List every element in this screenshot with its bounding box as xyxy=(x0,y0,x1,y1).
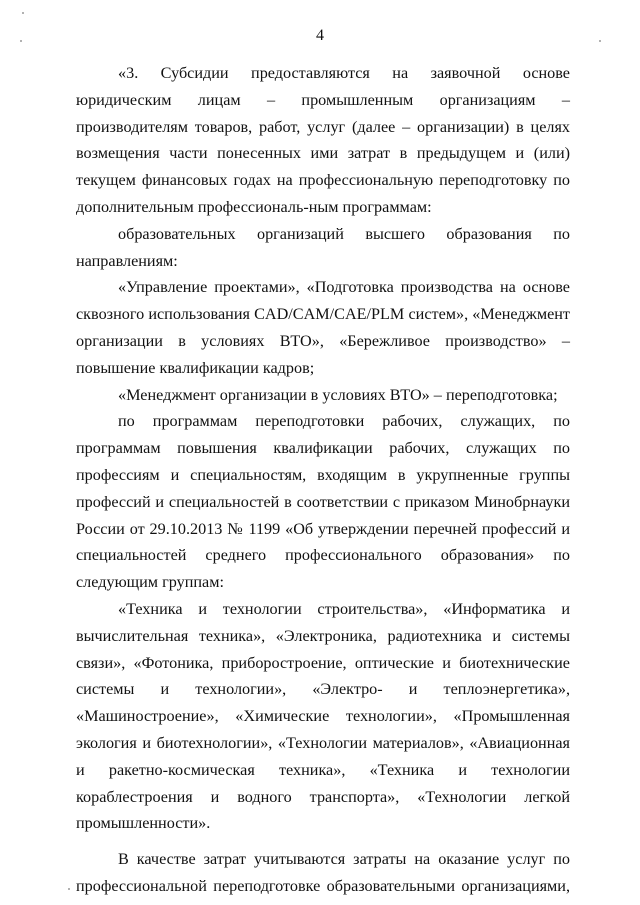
paragraph-retraining: «Менеджмент организации в условиях ВТО» – переподготовка; xyxy=(118,385,558,404)
paragraph-subsidies-intro: «3. Субсидии предоставляются на заявочной основе юридическим лицам – промышленным организациям – производителям товаров, работ, услуг (далее – организации) в целях возмещения части понесенных ими затрат в предыдущем и (или) текущем финансовых годах на профессиональную переподготовку по дополнительным профессиональ-ным программам: xyxy=(76,64,570,216)
paragraph-program-list: «Управление проектами», «Подготовка производства на основе сквозного использования CAD/CAM/CAE/PLM систем», «Менеджмент организации в условиях ВТО», «Бережливое производство» – повышение квалификации кадров; xyxy=(76,278,570,377)
page-number: 4 xyxy=(316,27,324,44)
paragraph-worker-programs: по программам переподготовки рабочих, служащих, по программам повышения квалификации рабочих, служащих по профессиям и специальностям, входящим в укрупненные группы профессий и специальностей в соответствии с приказом Минобрнауки России от 29.10.2013 № 1199 «Об утверждении перечней профессий и специальностей среднего профессионального образования» по следующим группам: xyxy=(76,412,570,592)
document-body xyxy=(76,60,570,900)
paragraph-expenses: В качестве затрат учитываются затраты на оказание услуг по профессиональной переподготовке образовательными организациями, xyxy=(76,850,570,895)
paragraph-groups-list: «Техника и технологии строительства», «Информатика и вычислительная техника», «Электроника, радиотехника и системы связи», «Фотоника, приборостроение, оптические и биотехнические системы и технологии», «Электро- и теплоэнергетика», «Машиностроение», «Химические технологии», «Промышленная экология и биотехнологии», «Технологии материалов», «Авиационная и ракетно-космическая техника», «Техника и технологии кораблестроения и водного транспорта», «Технологии легкой промышленности». xyxy=(76,599,570,833)
paragraph-higher-education: образовательных организаций высшего образования по направлениям: xyxy=(76,224,570,270)
